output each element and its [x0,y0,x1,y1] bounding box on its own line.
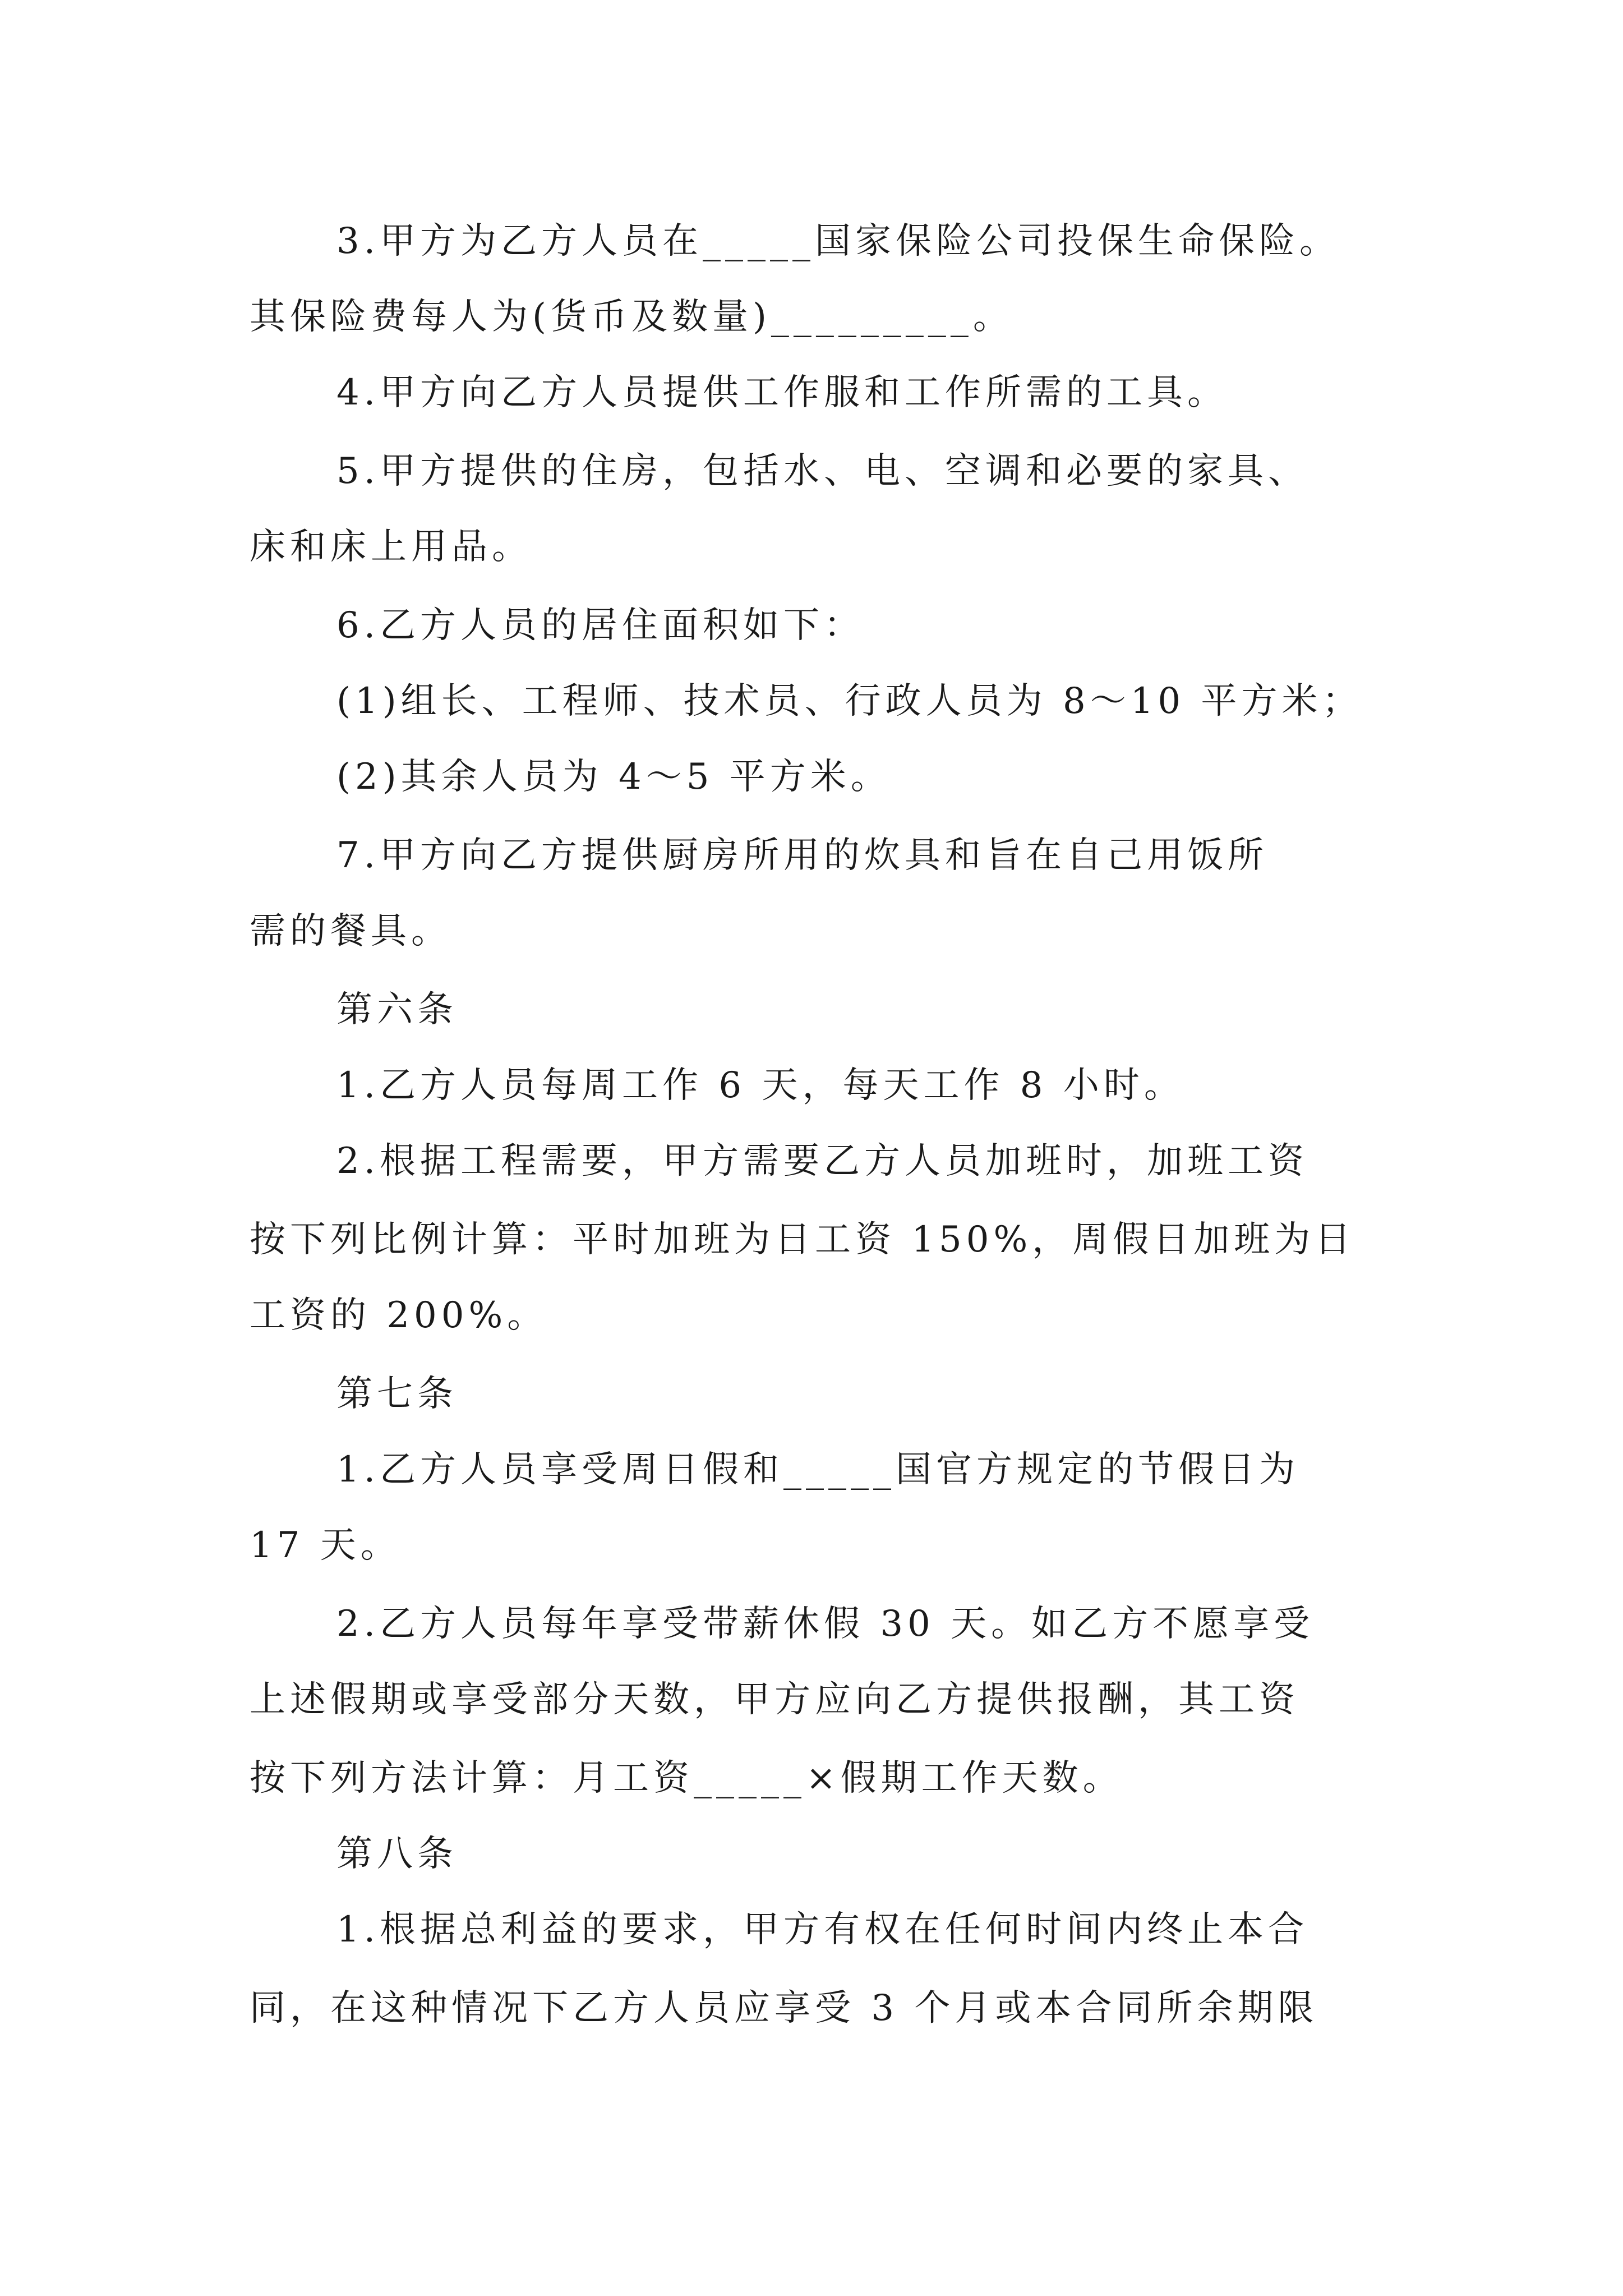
section-heading: 第八条 [336,1833,458,1875]
text-line: 1.根据总利益的要求，甲方有权在任何时间内终止本合 [336,1909,1309,1950]
text-line: 17 天。 [250,1525,401,1566]
text-line: 工资的 200%。 [250,1295,548,1336]
text-line: 按下列比例计算：平时加班为日工资 150%，周假日加班为日 [250,1219,1355,1260]
text-line: 床和床上用品。 [250,526,532,568]
text-line: (1)组长、工程师、技术员、行政人员为 8～10 平方米； [336,680,1363,722]
text-line: 同，在这种情况下乙方人员应享受 3 个月或本合同所余期限 [250,1987,1318,2029]
text-line: 1.乙方人员每周工作 6 天，每天工作 8 小时。 [336,1065,1184,1106]
text-line: 上述假期或享受部分天数，甲方应向乙方提供报酬，其工资 [250,1679,1299,1720]
text-line: 其保险费每人为(货币及数量)_________。 [250,296,1013,338]
text-line: 5.甲方提供的住房，包括水、电、空调和必要的家具、 [336,450,1309,492]
text-line: 3.甲方为乙方人员在_____国家保险公司投保生命保险。 [336,220,1340,262]
text-line: 需的餐具。 [250,910,451,952]
section-heading: 第七条 [336,1373,458,1415]
text-line: 7.甲方向乙方提供厨房所用的炊具和旨在自己用饭所 [336,835,1269,876]
text-line: 2.乙方人员每年享受带薪休假 30 天。如乙方不愿享受 [336,1603,1315,1645]
text-line: 1.乙方人员享受周日假和_____国官方规定的节假日为 [336,1449,1300,1490]
text-line: 2.根据工程需要，甲方需要乙方人员加班时，加班工资 [336,1140,1309,1182]
text-line: 6.乙方人员的居住面积如下： [336,605,865,646]
section-heading: 第六条 [336,989,458,1030]
text-line: 按下列方法计算：月工资_____×假期工作天数。 [250,1757,1123,1799]
text-line: (2)其余人员为 4～5 平方米。 [336,756,891,798]
text-line: 4.甲方向乙方人员提供工作服和工作所需的工具。 [336,372,1228,413]
